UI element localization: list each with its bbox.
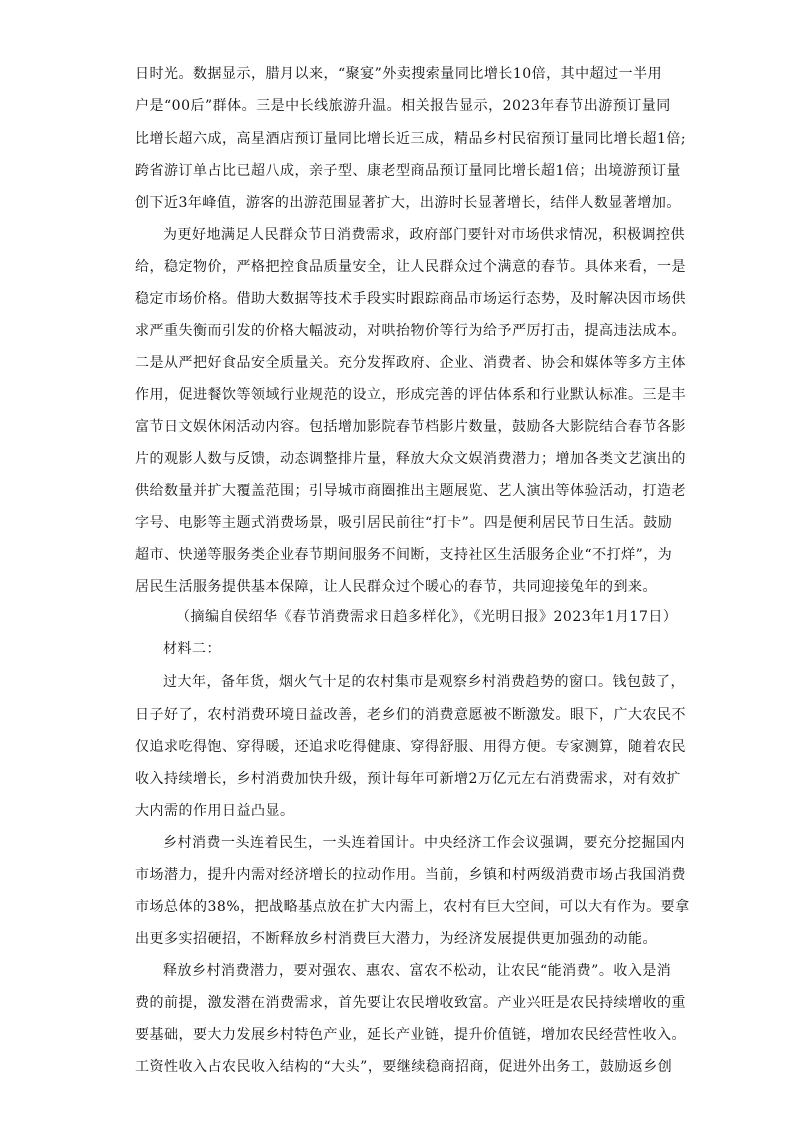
text-line: 超市、快递等服务类企业春节期间服务不间断，支持社区生活服务企业“不打烊”，为 bbox=[135, 547, 673, 563]
text-line: 字号、电影等主题式消费场景，吸引居民前往“打卡”。四是便利居民节日生活。鼓励 bbox=[135, 515, 673, 531]
text-line: 仅追求吃得饱、穿得暖，还追求吃得健康、穿得舒服、用得方便。专家测算，随着农民 bbox=[135, 739, 686, 755]
text-line: 工资性收入占农民收入结构的“大头”，要继续稳商招商，促进外出务工，鼓励返乡创 bbox=[135, 1059, 673, 1075]
text-line: 收入持续增长，乡村消费加快升级，预计每年可新增2万亿元左右消费需求，对有效扩 bbox=[135, 771, 681, 787]
paragraph-start-line: 为更好地满足人民群众节日消费需求，政府部门要针对市场供求情况，积极调控供 bbox=[163, 227, 685, 243]
text-line: 跨省游订单占比已超八成，亲子型、康老型商品预订量同比增长超1倍；出境游预订量 bbox=[135, 163, 681, 179]
text-line: 供给数量并扩大覆盖范围；引导城市商圈推出主题展览、艺人演出等体验活动，打造老 bbox=[135, 483, 686, 499]
text-line: 富节日文娱休闲活动内容。包括增加影院春节档影片数量，鼓励各大影院结合春节各影 bbox=[135, 419, 686, 435]
text-line: 市场潜力，提升内需对经济增长的拉动作用。当前，乡镇和村两级消费市场占我国消费 bbox=[135, 867, 686, 883]
text-line: 比增长超六成，高星酒店预订量同比增长近三成，精品乡村民宿预订量同比增长超1倍; bbox=[135, 131, 687, 147]
citation-line: （摘编自侯绍华《春节消费需求日趋多样化》，《光明日报》2023年1月17日） bbox=[176, 609, 678, 625]
text-line: 作用，促进餐饮等领域行业规范的设立，形成完善的评估体系和行业默认标准。三是丰 bbox=[135, 387, 686, 403]
section-heading: 材料二： bbox=[163, 641, 221, 657]
paragraph-start-line: 释放乡村消费潜力，要对强农、惠农、富农不松动，让农民“能消费”。收入是消 bbox=[163, 963, 672, 979]
text-line: 要基础，要大力发展乡村特色产业，延长产业链，提升价值链，增加农民经营性收入。 bbox=[135, 1027, 686, 1043]
text-line: 市场总体的38%，把战略基点放在扩大内需上，农村有巨大空间，可以大有作为。要拿 bbox=[135, 899, 690, 915]
text-line: 日时光。数据显示，腊月以来，“聚宴”外卖搜索量同比增长10倍，其中超过一半用 bbox=[135, 66, 663, 82]
text-line: 给，稳定物价，严格把控食品质量安全，让人民群众过个满意的春节。具体来看，一是 bbox=[135, 259, 686, 275]
text-line: 日子好了，农村消费环境日益改善，老乡们的消费意愿被不断激发。眼下，广大农民不 bbox=[135, 707, 686, 723]
text-line: 出更多实招硬招，不断释放乡村消费巨大潜力，为经济发展提供更加强劲的动能。 bbox=[135, 931, 657, 947]
text-line: 费的前提，激发潜在消费需求，首先要让农民增收致富。产业兴旺是农民持续增收的重 bbox=[135, 995, 686, 1011]
text-line: 二是从严把好食品安全质量关。充分发挥政府、企业、消费者、协会和媒体等多方主体 bbox=[135, 355, 686, 371]
text-line: 稳定市场价格。借助大数据等技术手段实时跟踪商品市场运行态势，及时解决因市场供 bbox=[135, 291, 686, 307]
paragraph-start-line: 乡村消费一头连着民生，一头连着国计。中央经济工作会议强调，要充分挖掘国内 bbox=[163, 835, 685, 851]
text-line: 居民生活服务提供基本保障，让人民群众过个暖心的春节，共同迎接兔年的到来。 bbox=[135, 579, 657, 595]
text-line: 片的观影人数与反馈，动态调整排片量，释放大众文娱消费潜力；增加各类文艺演出的 bbox=[135, 451, 686, 467]
text-line: 求严重失衡而引发的价格大幅波动，对哄抬物价等行为给予严厉打击，提高违法成本。 bbox=[135, 323, 686, 339]
text-line: 大内需的作用日益凸显。 bbox=[135, 803, 295, 819]
paragraph-start-line: 过大年，备年货，烟火气十足的农村集市是观察乡村消费趋势的窗口。钱包鼓了， bbox=[163, 674, 685, 690]
text-line: 创下近3年峰值，游客的出游范围显著扩大，出游时长显著增长，结伴人数显著增加。 bbox=[135, 195, 681, 211]
text-line: 户是“00后”群体。三是中长线旅游升温。相关报告显示，2023年春节出游预订量同 bbox=[135, 98, 671, 114]
